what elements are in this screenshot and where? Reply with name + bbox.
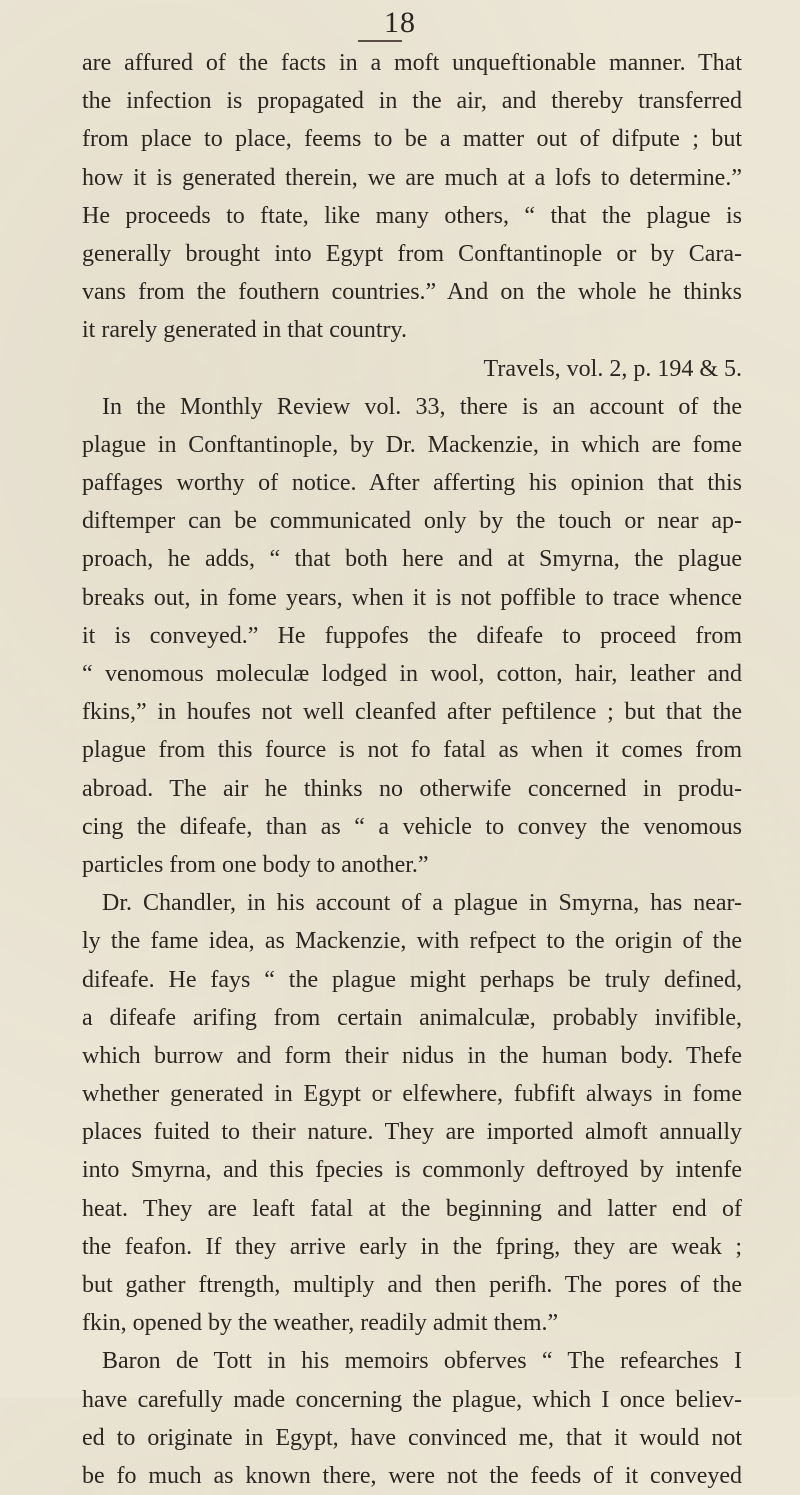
- text-line: the feafon. If they arrive early in the fpring, they are weak ;: [82, 1233, 742, 1260]
- page-number: 18: [384, 6, 416, 39]
- text-line: Baron de Tott in his memoirs obferves “ The refearches I: [102, 1348, 742, 1375]
- text-line: into Smyrna, and this fpecies is commonly deftroyed by intenfe: [82, 1157, 742, 1184]
- text-line: are affured of the facts in a moft unqueftionable manner. That: [82, 50, 742, 76]
- text-line: proach, he adds, “ that both here and at Smyrna, the plague: [82, 546, 742, 573]
- text-line: have carefully made concerning the plague, which I once believ-: [82, 1386, 742, 1413]
- text-line: diftemper can be communicated only by the touch or near ap-: [82, 508, 742, 535]
- text-line: a difeafe arifing from certain animalculæ, probably invifible,: [82, 1004, 742, 1031]
- text-line: abroad. The air he thinks no otherwife concerned in produ-: [82, 775, 742, 802]
- text-line: He proceeds to ftate, like many others, “ that the plague is: [82, 202, 742, 229]
- text-line: which burrow and form their nidus in the human body. Thefe: [82, 1042, 742, 1069]
- text-line: the infection is propagated in the air, and thereby transferred: [82, 88, 742, 115]
- text-line: particles from one body to another.”: [82, 851, 429, 878]
- text-line: it rarely generated in that country.: [82, 317, 407, 344]
- text-line: paffages worthy of notice. After afferting his opinion that this: [82, 470, 742, 497]
- text-line: how it is generated therein, we are much at a lofs to determine.”: [82, 164, 742, 191]
- text-line: difeafe. He fays “ the plague might perhaps be truly defined,: [82, 966, 742, 993]
- text-line: generally brought into Egypt from Conftantinople or by Cara-: [82, 240, 742, 267]
- text-line: be fo much as known there, were not the feeds of it conveyed: [82, 1462, 742, 1489]
- text-line: it is conveyed.” He fuppofes the difeafe to proceed from: [82, 622, 742, 649]
- text-line: “ venomous moleculæ lodged in wool, cotton, hair, leather and: [82, 661, 742, 687]
- text-line: heat. They are leaft fatal at the beginning and latter end of: [82, 1195, 742, 1222]
- text-line: plague from this fource is not fo fatal as when it comes from: [82, 737, 742, 764]
- text-line: fkins,” in houfes not well cleanfed after peftilence ; but that the: [82, 699, 742, 726]
- text-line: Travels, vol. 2, p. 194 & 5.: [483, 355, 742, 382]
- text-line: plague in Conftantinople, by Dr. Mackenzie, in which are fome: [82, 431, 742, 458]
- text-line: ed to originate in Egypt, have convinced me, that it would not: [82, 1424, 742, 1451]
- header-rule: [358, 40, 402, 42]
- text-line: breaks out, in fome years, when it is not poffible to trace whence: [82, 584, 742, 611]
- text-line: ly the fame idea, as Mackenzie, with refpect to the origin of the: [82, 928, 742, 955]
- text-line: from place to place, feems to be a matter out of difpute ; but: [82, 126, 742, 153]
- text-line: whether generated in Egypt or elfewhere, fubfift always in fome: [82, 1081, 742, 1108]
- text-line: places fuited to their nature. They are imported almoft annually: [82, 1119, 742, 1146]
- text-line: cing the difeafe, than as “ a vehicle to convey the venomous: [82, 813, 742, 840]
- body-text: [82, 44, 742, 1495]
- text-line: but gather ftrength, multiply and then perifh. The pores of the: [82, 1272, 742, 1298]
- text-line: fkin, opened by the weather, readily admit them.”: [82, 1310, 559, 1337]
- text-line: Dr. Chandler, in his account of a plague in Smyrna, has near-: [102, 890, 742, 917]
- text-line: In the Monthly Review vol. 33, there is an account of the: [102, 393, 742, 420]
- text-line: vans from the fouthern countries.” And on the whole he thinks: [82, 279, 742, 306]
